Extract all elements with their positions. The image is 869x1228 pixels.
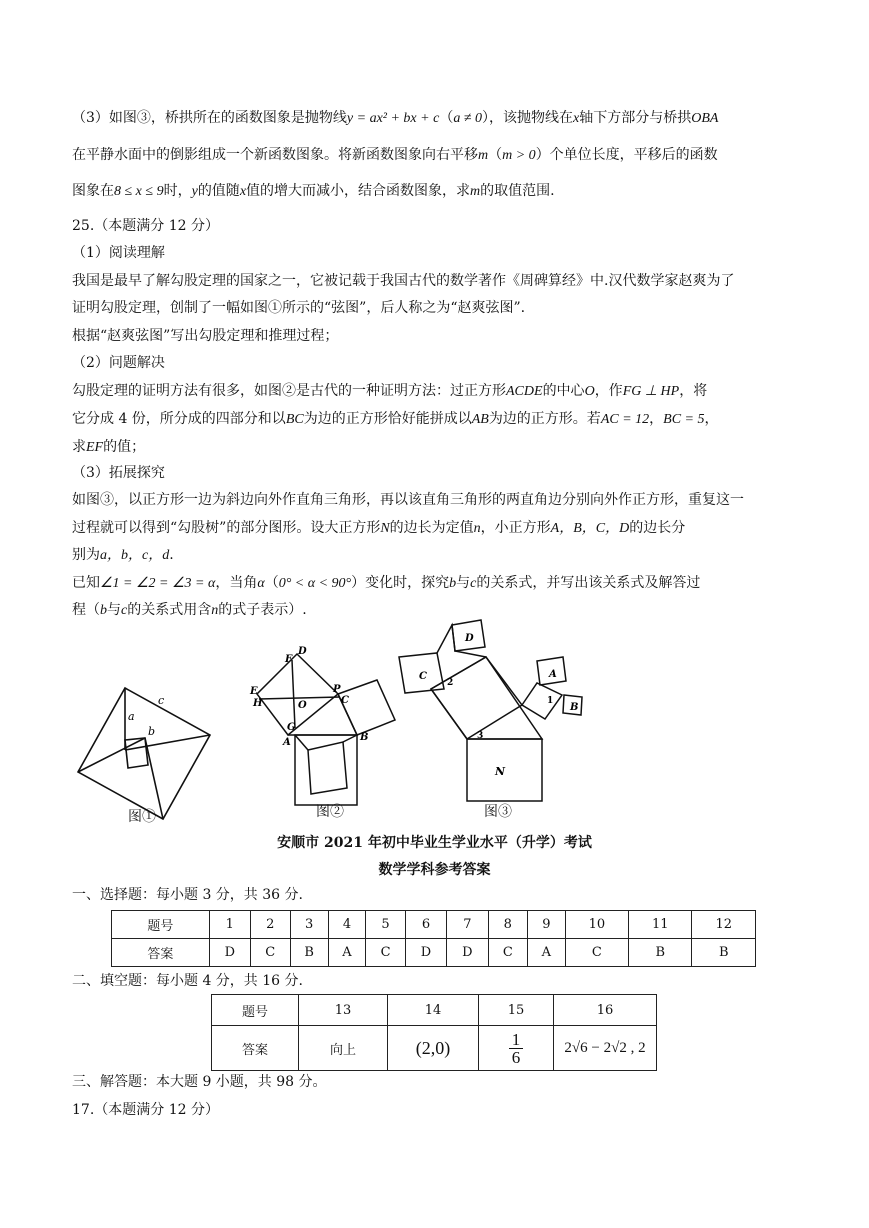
q25-sub1-line3: 根据“赵爽弦图”写出勾股定理和推理过程； [72, 328, 339, 344]
q25-sub3-line1: 如图③，以正方形一边为斜边向外作直角三角形，再以该直角三角形的两直角边分别向外作正方形，重复这一 [72, 492, 744, 508]
table2-num-16: 16 [554, 995, 657, 1026]
table2-ans-16: 2√6 − 2√2 , 2 [554, 1026, 657, 1071]
fig3-angle-2: 2 [447, 678, 454, 688]
table2-answer-row [212, 1026, 657, 1071]
q25-sub1-line1: 我国是最早了解勾股定理的国家之一，它被记载于我国古代的数学著作《周碑算经》中.汉代数学家赵爽为了 [72, 273, 735, 289]
fig3-angle-1: 1 [547, 696, 554, 706]
q25-sub2-line2: 它分成 4 份，所分成的四部分和以BC为边的正方形恰好能拼成以AB为边的正方形。若AC = 12，BC = 5， [72, 411, 719, 427]
table1-num-3: 3 [290, 911, 328, 939]
fig1-label-c: c [158, 694, 165, 707]
fig2-square-BC [338, 680, 395, 735]
table1-ans-2: C [250, 939, 290, 967]
parabola-equation: y = ax² + bx + c [346, 111, 440, 126]
q25-sub3-line3: 别为a，b，c，d. [72, 547, 174, 563]
q25-sub3-line2: 过程就可以得到“勾股树”的部分图形。设大正方形N的边长为定值n，小正方形A，B，C，D的边长分 [72, 520, 686, 536]
table1-number-row [112, 911, 756, 939]
table1-answer-row [112, 939, 756, 967]
table1-ans-10: C [565, 939, 628, 967]
fig2-label-A: A [283, 737, 291, 748]
table1-ans-3: B [290, 939, 328, 967]
q25-sub1-line2: 证明勾股定理，创制了一幅如图①所示的“弦图”，后人称之为“赵爽弦图”. [72, 300, 526, 316]
table1-ans-6: D [405, 939, 446, 967]
table1-num-10: 10 [565, 911, 628, 939]
multiple-choice-answer-table [111, 910, 756, 967]
table2-ans-15 [479, 1026, 554, 1071]
figure-1-caption: 图① [128, 809, 156, 825]
table1-num-9: 9 [528, 911, 566, 939]
fig2-square-ACDE [257, 654, 338, 735]
q25-sub2-heading: （2）问题解决 [72, 355, 165, 371]
table1-header-label: 题号 [112, 911, 210, 939]
fig3-angle-3: 3 [477, 731, 484, 741]
table1-num-2: 2 [250, 911, 290, 939]
fig3-label-D: D [465, 633, 474, 644]
table2-num-15: 15 [479, 995, 554, 1026]
table1-num-5: 5 [366, 911, 406, 939]
fig2-label-P: P [333, 684, 341, 695]
table2-ans-13: 向上 [299, 1026, 388, 1071]
fig1-outer-square [78, 688, 210, 819]
fill-blank-answer-table [211, 994, 657, 1071]
fig3-label-C: C [419, 671, 427, 682]
fig3-label-B: B [570, 702, 579, 713]
answer-subtitle: 数学学科参考答案 [378, 862, 491, 878]
figure-2-caption: 图② [316, 804, 344, 820]
fig2-label-H: H [253, 698, 263, 709]
fig2-label-O: O [298, 700, 307, 711]
table2-number-row [212, 995, 657, 1026]
fig2-inner-square [308, 742, 347, 794]
q25-sub1-heading: （1）阅读理解 [72, 245, 165, 261]
q25-sub2-line1: 勾股定理的证明方法有很多，如图②是古代的一种证明方法：过正方形ACDE的中心O，作FG ⊥ HP，将 [72, 383, 708, 399]
table1-num-8: 8 [488, 911, 528, 939]
fig1-label-a: a [128, 710, 135, 723]
table1-ans-8: C [488, 939, 528, 967]
table1-ans-5: C [366, 939, 406, 967]
table1-ans-7: D [447, 939, 488, 967]
q25-sub3-line5: 程（b与c的关系式用含n的式子表示）. [72, 602, 307, 618]
fig3-square-right [522, 683, 562, 719]
table2-answer-label: 答案 [212, 1026, 299, 1071]
table1-ans-12: B [692, 939, 756, 967]
q24-part3-line3: 图象在8 ≤ x ≤ 9时，y的值随x值的增大而减小，结合函数图象，求m的取值范围. [72, 183, 555, 199]
q25-heading: 25.（本题满分 12 分） [72, 218, 219, 234]
table1-num-4: 4 [328, 911, 366, 939]
table1-num-7: 7 [447, 911, 488, 939]
table1-ans-4: A [328, 939, 366, 967]
fig2-label-D: D [298, 646, 307, 657]
section-2-heading: 二、填空题：每小题 4 分，共 16 分. [72, 973, 303, 989]
q25-sub2-line3: 求EF的值； [72, 439, 146, 455]
table1-num-12: 12 [692, 911, 756, 939]
fig2-line-HP [259, 697, 340, 699]
fig2-label-E: E [250, 686, 258, 697]
figure-3-pythagoras-tree [395, 615, 595, 805]
fraction: $\frac{1}{6}$ [509, 1031, 524, 1066]
section-3-heading: 三、解答题：本大题 9 小题，共 98 分。 [72, 1074, 327, 1090]
q25-sub3-line4: 已知∠1 = ∠2 = ∠3 = α，当角α（0° < α < 90°）变化时，探究b与c的关系式，并写出该关系式及解答过 [72, 575, 701, 591]
fig1-label-b: b [148, 725, 156, 738]
fig2-label-F: F [285, 654, 293, 665]
table1-num-1: 1 [209, 911, 250, 939]
figure-2-proof-diagram [245, 642, 420, 820]
table2-num-14: 14 [388, 995, 479, 1026]
fig3-middle-square [431, 657, 522, 739]
table1-ans-11: B [629, 939, 692, 967]
q24-part3-line2: 在平静水面中的倒影组成一个新函数图象。将新函数图象向右平移m（m > 0）个单位长度，平移后的函数 [72, 147, 718, 163]
table1-num-6: 6 [405, 911, 446, 939]
fig3-label-N: N [495, 765, 506, 778]
fig2-label-G: G [287, 722, 296, 733]
fig2-label-B: B [360, 732, 369, 743]
answer-title: 安顺市 2021 年初中毕业生学业水平（升学）考试 [277, 835, 592, 851]
table1-num-11: 11 [629, 911, 692, 939]
table2-ans-14: (2,0) [388, 1026, 479, 1071]
q25-sub3-heading: （3）拓展探究 [72, 465, 165, 481]
section-1-heading: 一、选择题：每小题 3 分，共 36 分. [72, 887, 303, 903]
table1-answer-label: 答案 [112, 939, 210, 967]
table2-header-label: 题号 [212, 995, 299, 1026]
table1-ans-1: D [209, 939, 250, 967]
fig2-label-C: C [341, 695, 349, 706]
fig2-line-FG [292, 660, 295, 728]
q24-part3-line1: （3）如图③，桥拱所在的函数图象是抛物线y = ax² + bx + c（a ≠ 0），该抛物线在x轴下方部分与桥拱OBA [72, 110, 719, 126]
table2-num-13: 13 [299, 995, 388, 1026]
table1-ans-9: A [528, 939, 566, 967]
fig3-label-A: A [549, 669, 557, 680]
q17-heading: 17.（本题满分 12 分） [72, 1102, 219, 1118]
figure-3-caption: 图③ [484, 804, 512, 820]
